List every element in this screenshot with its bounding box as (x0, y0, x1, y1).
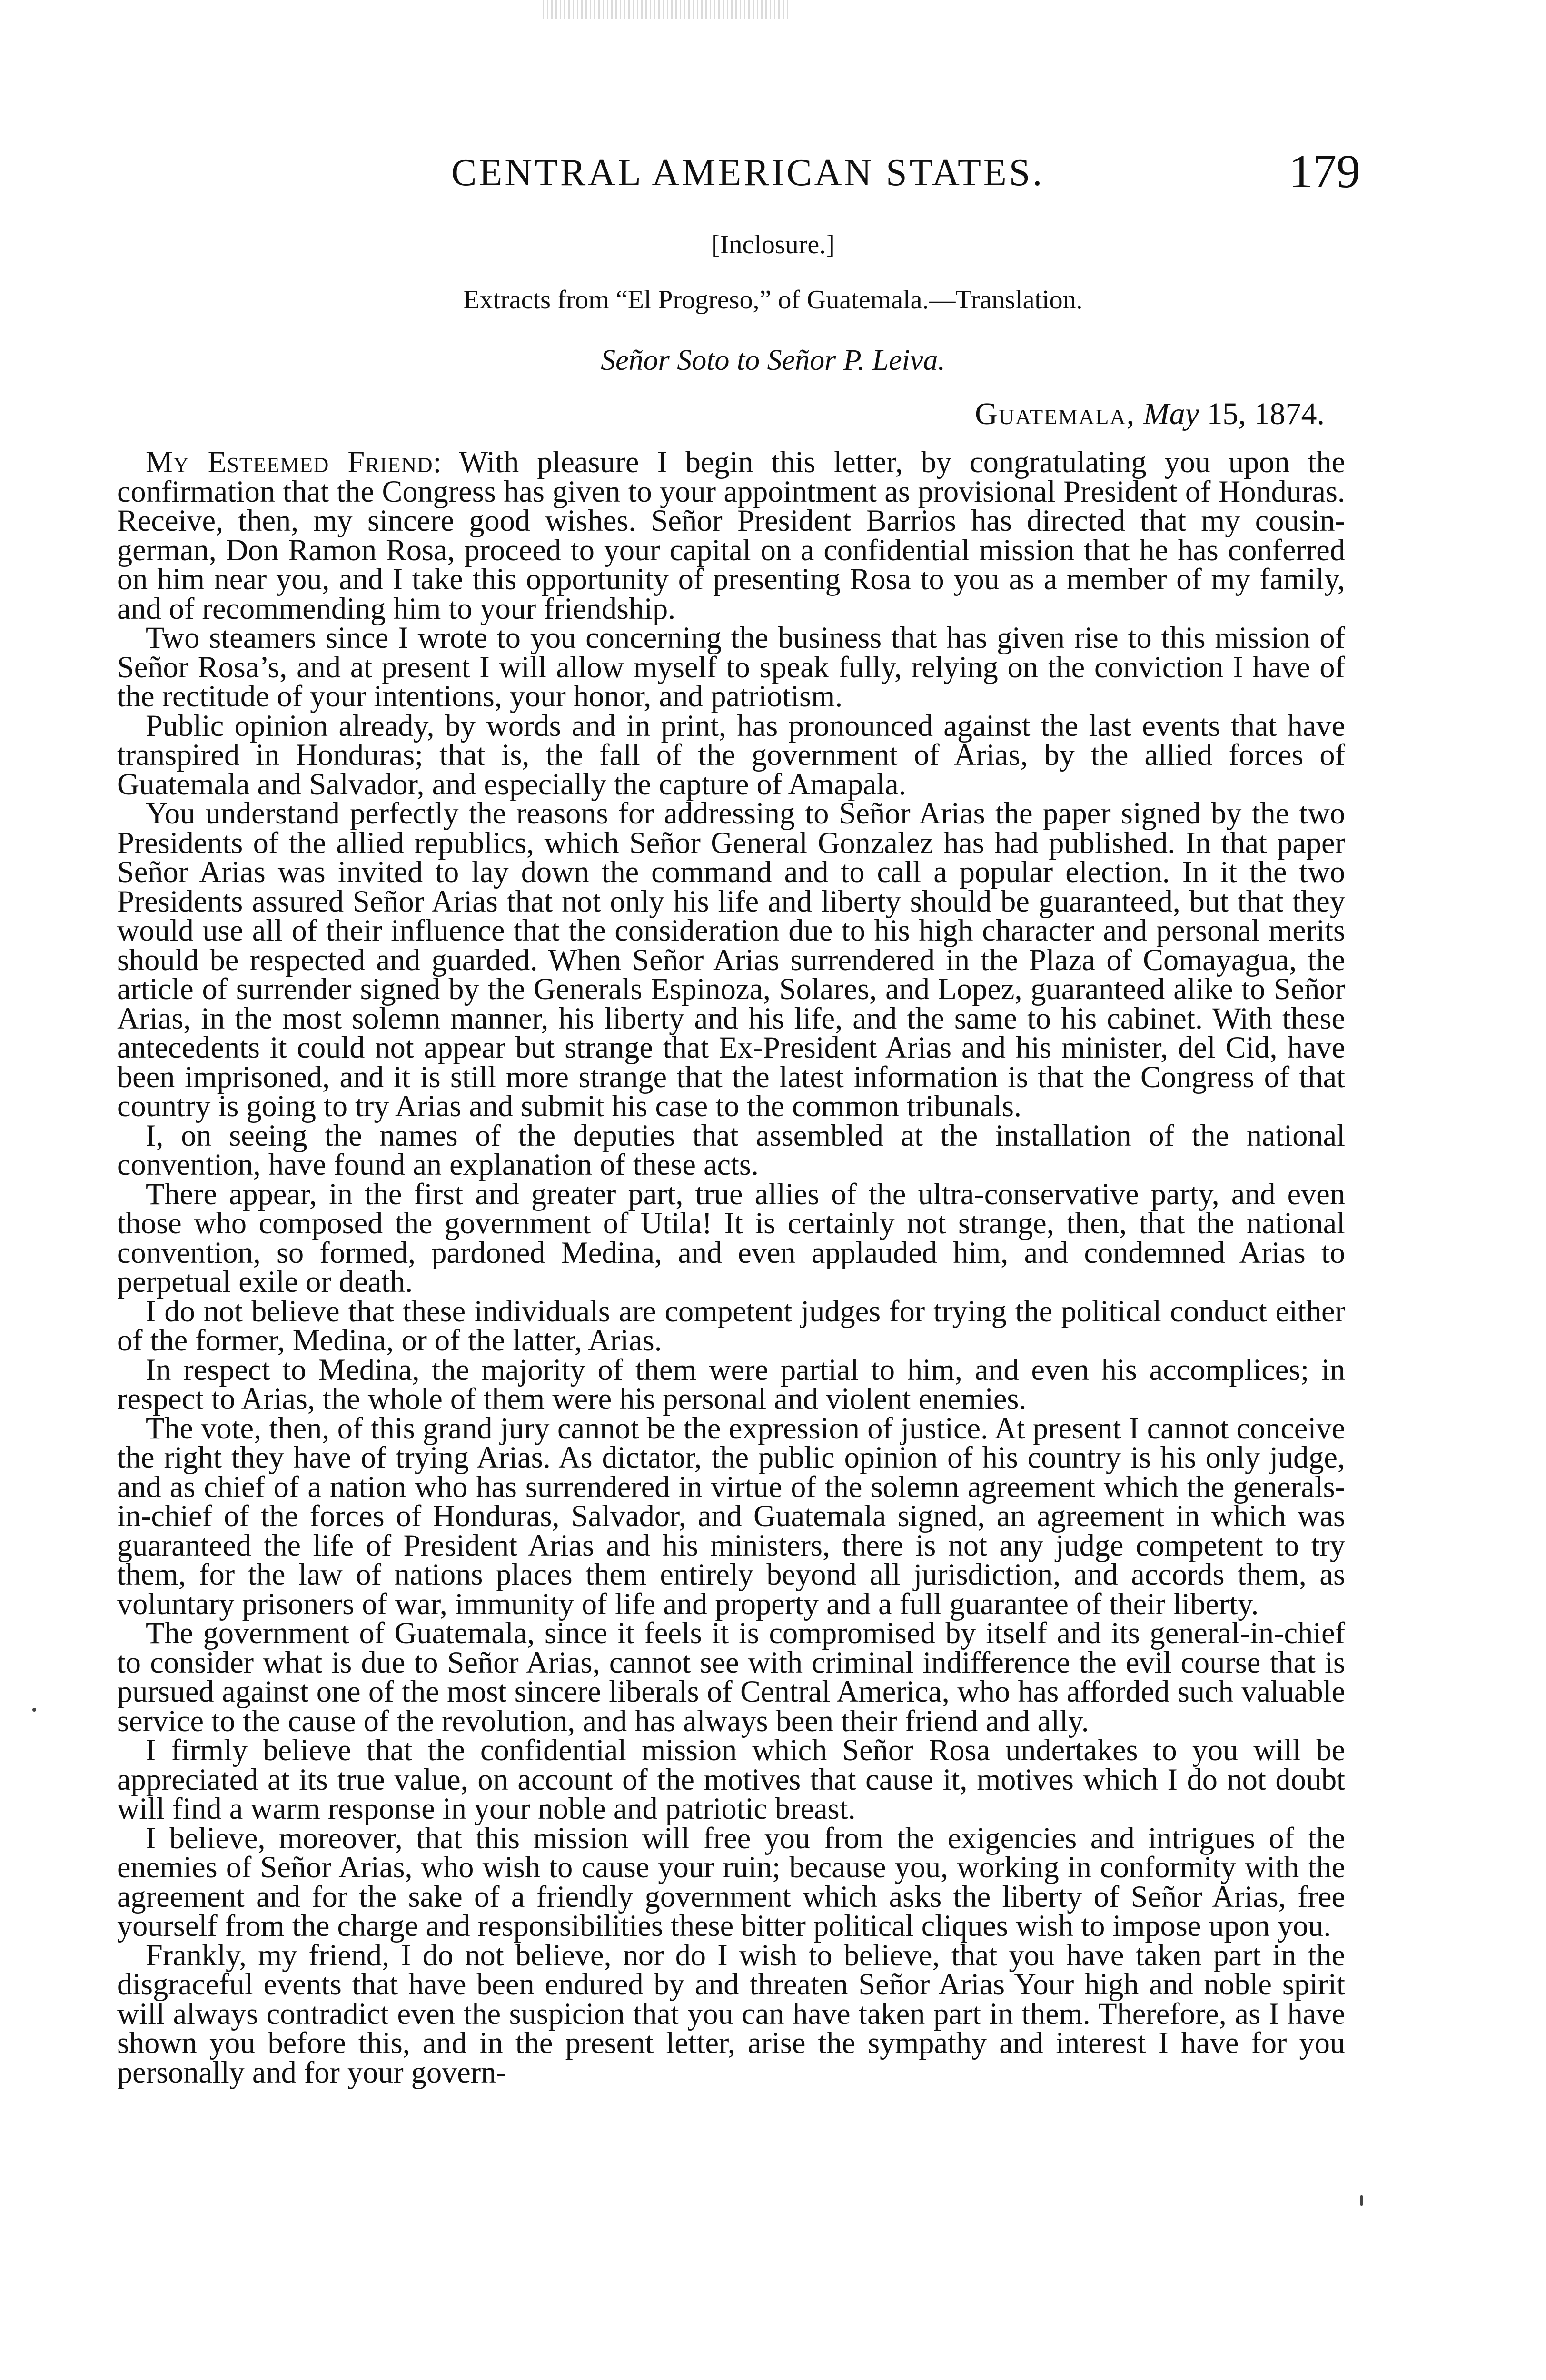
margin-speck (32, 1708, 36, 1712)
page-number: 179 (1289, 145, 1360, 198)
letter-body (117, 447, 1345, 2087)
dateline-month: May (1143, 397, 1199, 431)
inclosure-label: [Inclosure.] (711, 230, 835, 259)
paragraph: There appear, in the first and greater part, true allies of the ultra-conservative party, and even those who composed the government of Utila! It is certainly not strange, then, that the national convention, so formed, pardoned Medina, and even applauded him, and condemned Arias to perpetual exile or death. (117, 1177, 1345, 1299)
letter-title: Señor Soto to Señor P. Leiva. (601, 344, 945, 377)
paragraph-text: : With pleasure I begin this letter, by congratulating you upon the confirmation that the Congress has given to your appointment as provisional President of Honduras. Receive, then, my sincere good wishes. Señor President Barrios has directed that my cousin-german, Don Ramon Rosa, proceed to your capital on a confidential mission that he has conferred on him near you, and I take this opportunity of presenting Rosa to you as a member of my family, and of recommending him to your friendship. (117, 445, 1345, 625)
paragraph: You understand perfectly the reasons for addressing to Señor Arias the paper signed by the two Presidents of the allied republics, which Señor General Gonzalez has had published. In that paper Señor Arias was invited to lay down the command and to call a popular election. In it the two Presidents assured Señor Arias that not only his life and liberty should be guaranteed, but that they would use all of their influence that the consideration due to his high character and personal merits should be respected and guarded. When Señor Arias surrendered in the Plaza of Comayagua, the article of surrender signed by the Generals Espinoza, Solares, and Lopez, guaranteed alike to Señor Arias, in the most solemn manner, his liberty and his life, and the same to his cabinet. With these antecedents it could not appear but strange that Ex-President Arias and his minister, del Cid, have been imprisoned, and it is still more strange that the latest information is that the Congress of that country is going to try Arias and submit his case to the common tribunals. (117, 796, 1345, 1123)
paragraph: Frankly, my friend, I do not believe, nor do I wish to believe, that you have taken part in the disgraceful events that have been endured by and threaten Señor Arias Your high and noble spirit will always contradict even the suspicion that you can have taken part in them. Therefore, as I have shown you before this, and in the present letter, arise the sympathy and interest I have for you personally and for your govern- (117, 1938, 1345, 2089)
dateline-place: Guatemala, (975, 397, 1136, 431)
paragraph: Public opinion already, by words and in print, has pronounced against the last events that have transpired in Honduras; that is, the fall of the government of Arias, by the allied forces of Guatemala and Salvador, and especially the capture of Amapala. (117, 708, 1345, 801)
paragraph: The vote, then, of this grand jury cannot be the expression of justice. At present I cannot conceive the right they have of trying Arias. As dictator, the public opinion of his country is his only judge, and as chief of a nation who has surrendered in virtue of the solemn agreement which the generals-in-chief of the forces of Honduras, Salvador, and Guatemala signed, an agreement in which was guaranteed the life of President Arias and his ministers, there is not any judge competent to try them, for the law of nations places them entirely beyond all jurisdiction, and accords them, as voluntary prisoners of war, immunity of life and property and a full guarantee of their liberty. (117, 1411, 1345, 1621)
paragraph (117, 447, 1345, 623)
paragraph: I firmly believe that the confidential mission which Señor Rosa undertakes to you will be appreciated at its true value, on account of the motives that cause it, motives which I do not doubt will find a warm response in your noble and patriotic breast. (117, 1733, 1345, 1825)
paragraph: Two steamers since I wrote to you concerning the business that has given rise to this mission of Señor Rosa’s, and at present I will allow myself to speak fully, relying on the conviction I have of the rectitude of your intentions, your honor, and patriotism. (117, 621, 1345, 713)
salutation: My Esteemed Friend (146, 445, 433, 479)
paragraph: I, on seeing the names of the deputies that assembled at the installation of the national convention, have found an explanation of these acts. (117, 1118, 1345, 1181)
paragraph: I do not believe that these individuals are competent judges for trying the political conduct either of the former, Medina, or of the latter, Arias. (117, 1294, 1345, 1357)
dateline (975, 396, 1325, 432)
dateline-day-year: 15, 1874. (1207, 397, 1325, 431)
paragraph: In respect to Medina, the majority of them were partial to him, and even his accomplices; in respect to Arias, the whole of them were his personal and violent enemies. (117, 1352, 1345, 1416)
margin-speck (1360, 2195, 1363, 2206)
scan-artifact (543, 0, 790, 19)
paragraph: The government of Guatemala, since it feels it is compromised by itself and its general-in-chief to consider what is due to Señor Arias, cannot see with criminal indifference the evil course that is pursued against one of the most sincere liberals of Central America, who has afforded such valuable service to the cause of the revolution, and has always been their friend and ally. (117, 1616, 1345, 1738)
paragraph: I believe, moreover, that this mission will free you from the exigencies and intrigues of the enemies of Señor Arias, who wish to cause your ruin; because you, working in conformity with the agreement and for the sake of a friendly government which asks the liberty of Señor Arias, free yourself from the charge and responsibilities these bitter political cliques wish to impose upon you. (117, 1821, 1345, 1943)
extracts-line: Extracts from “El Progreso,” of Guatemala.—Translation. (463, 285, 1083, 315)
running-title: CENTRAL AMERICAN STATES. (451, 152, 1045, 194)
